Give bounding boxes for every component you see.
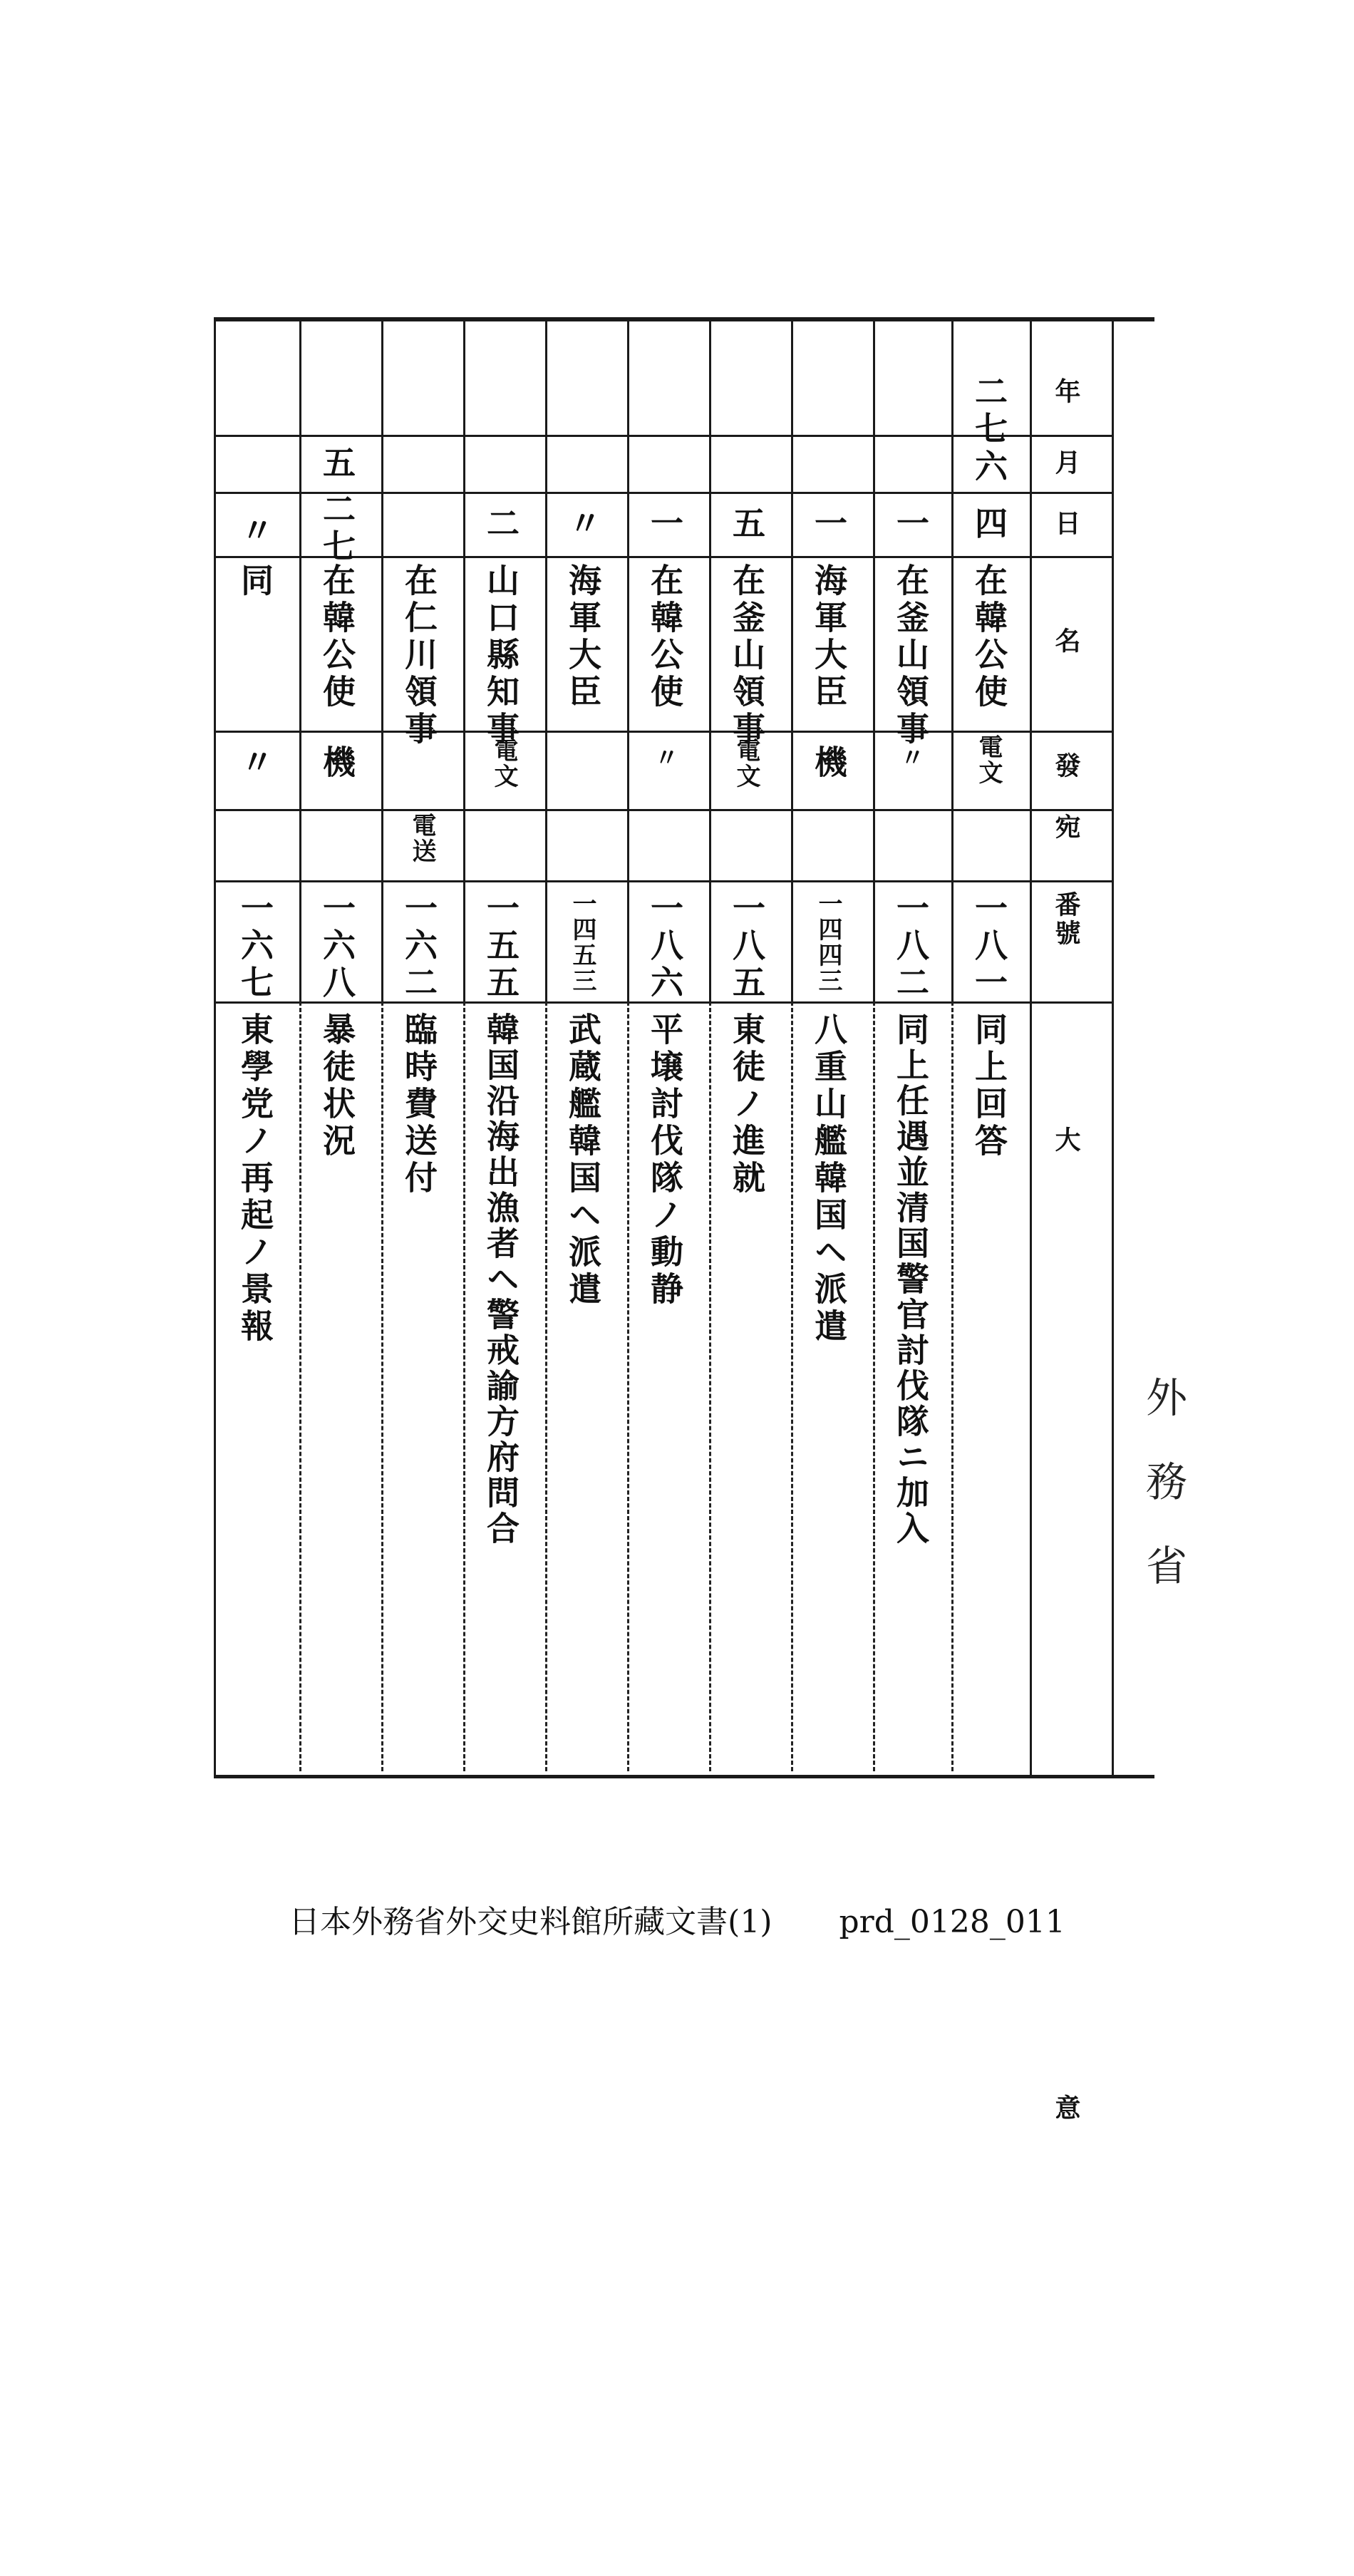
row10-name: 同	[236, 563, 274, 600]
row9-month: 五	[318, 445, 356, 483]
row9-day: 二七	[318, 492, 356, 566]
dashed-guide	[545, 1001, 547, 1771]
dashed-guide	[381, 1001, 383, 1771]
row6-name: 海軍大臣	[564, 563, 602, 711]
col-rule-1	[299, 317, 301, 1001]
header-send-receive: 發 宛	[1051, 752, 1081, 842]
row2-day: 一	[892, 506, 930, 543]
row1-month: 六	[970, 449, 1008, 486]
row7-day: 二	[482, 506, 520, 543]
row1-type: 電文	[974, 734, 1003, 785]
row7-subject: 韓国沿海出漁者ヘ警戒諭方府問合	[482, 1012, 520, 1547]
archive-footer	[0, 1896, 1354, 1942]
document-code: prd_0128_011	[839, 1904, 1065, 1940]
row5-subject: 平壌討伐隊ノ動静	[646, 1012, 684, 1309]
row2-type: 〃	[896, 745, 924, 771]
dashed-guide	[627, 1001, 629, 1771]
row8-subject: 臨時費送付	[400, 1012, 438, 1197]
row9-subject: 暴徒状況	[318, 1012, 356, 1160]
dashed-guide	[873, 1001, 875, 1771]
col-rule-4	[545, 317, 547, 1001]
col-rule-3	[463, 317, 465, 1001]
col-rule-6	[709, 317, 711, 1001]
bottom-rule	[214, 1775, 1154, 1778]
margin-ministry-label: 外務省	[1139, 1376, 1187, 1628]
col-rule-10	[1030, 317, 1032, 1778]
row1-year: 二七	[970, 374, 1008, 448]
row6-subject: 武蔵艦韓国ヘ派遣	[564, 1012, 602, 1309]
row8-number: 一六二	[400, 891, 438, 1002]
row3-name: 海軍大臣	[810, 563, 848, 711]
row7-name: 山口縣知事	[482, 563, 520, 748]
row1-day: 四	[970, 506, 1008, 543]
header-month: 月	[1051, 449, 1081, 478]
row6-day: 〃	[564, 506, 602, 543]
row10-type: 〃	[236, 745, 274, 782]
header-year: 年	[1051, 378, 1081, 406]
row4-type: 電文	[732, 738, 760, 789]
row5-type: 〃	[650, 745, 678, 771]
row7-type: 電文	[490, 738, 518, 789]
row5-number: 一八六	[646, 891, 684, 1002]
col-rule-5	[627, 317, 629, 1001]
header-number: 番號	[1051, 891, 1081, 948]
header-right-border	[1112, 317, 1114, 1778]
dashed-guide	[791, 1001, 793, 1771]
row4-number: 一八五	[728, 891, 766, 1002]
row2-name: 在釜山領事	[892, 563, 930, 748]
top-rule	[214, 317, 1154, 321]
header-day: 日	[1051, 510, 1081, 538]
row3-subject: 八重山艦韓国ヘ派遣	[810, 1012, 848, 1346]
row-rule-send	[214, 809, 1112, 811]
col-rule-2	[381, 317, 383, 1001]
left-border	[214, 317, 216, 1778]
row-rule-number	[214, 880, 1112, 882]
row1-subject: 同上回答	[970, 1012, 1008, 1160]
row-rule-type	[214, 731, 1112, 733]
row1-number: 一八一	[970, 891, 1008, 1002]
col-rule-8	[873, 317, 875, 1001]
row10-number: 一六七	[236, 891, 274, 1002]
row9-type: 機	[318, 745, 356, 782]
row3-day: 一	[810, 506, 848, 543]
row8-type: 電送	[408, 813, 436, 864]
row5-name: 在韓公使	[646, 563, 684, 711]
header-subject: 大 意	[1051, 1126, 1081, 2576]
row3-type: 機	[810, 745, 848, 782]
dashed-guide	[951, 1001, 954, 1771]
row4-name: 在釜山領事	[728, 563, 766, 748]
archive-source: 日本外務省外交史料館所藏文書(1)	[289, 1904, 772, 1940]
row8-name: 在仁川領事	[400, 563, 438, 748]
row9-name: 在韓公使	[318, 563, 356, 711]
row7-number: 一五五	[482, 891, 520, 1002]
row5-day: 一	[646, 506, 684, 543]
col-rule-7	[791, 317, 793, 1001]
row1-name: 在韓公使	[970, 563, 1008, 711]
row4-day: 五	[728, 506, 766, 543]
row9-number: 一六八	[318, 891, 356, 1002]
dashed-guide	[463, 1001, 465, 1771]
row2-number: 一八二	[892, 891, 930, 1002]
header-name: 名	[1051, 627, 1081, 656]
row10-day: 〃	[236, 513, 274, 550]
row4-subject: 東徒ノ進就	[728, 1012, 766, 1197]
dashed-guide	[709, 1001, 711, 1771]
row3-number: 一四四三	[814, 891, 842, 994]
dashed-guide	[299, 1001, 301, 1771]
col-rule-9	[951, 317, 954, 1001]
row2-subject: 同上任遇並清国警官討伐隊ニ加入	[892, 1012, 930, 1547]
row10-subject: 東學党ノ再起ノ景報	[236, 1012, 274, 1346]
row6-number: 一四五三	[568, 891, 596, 994]
